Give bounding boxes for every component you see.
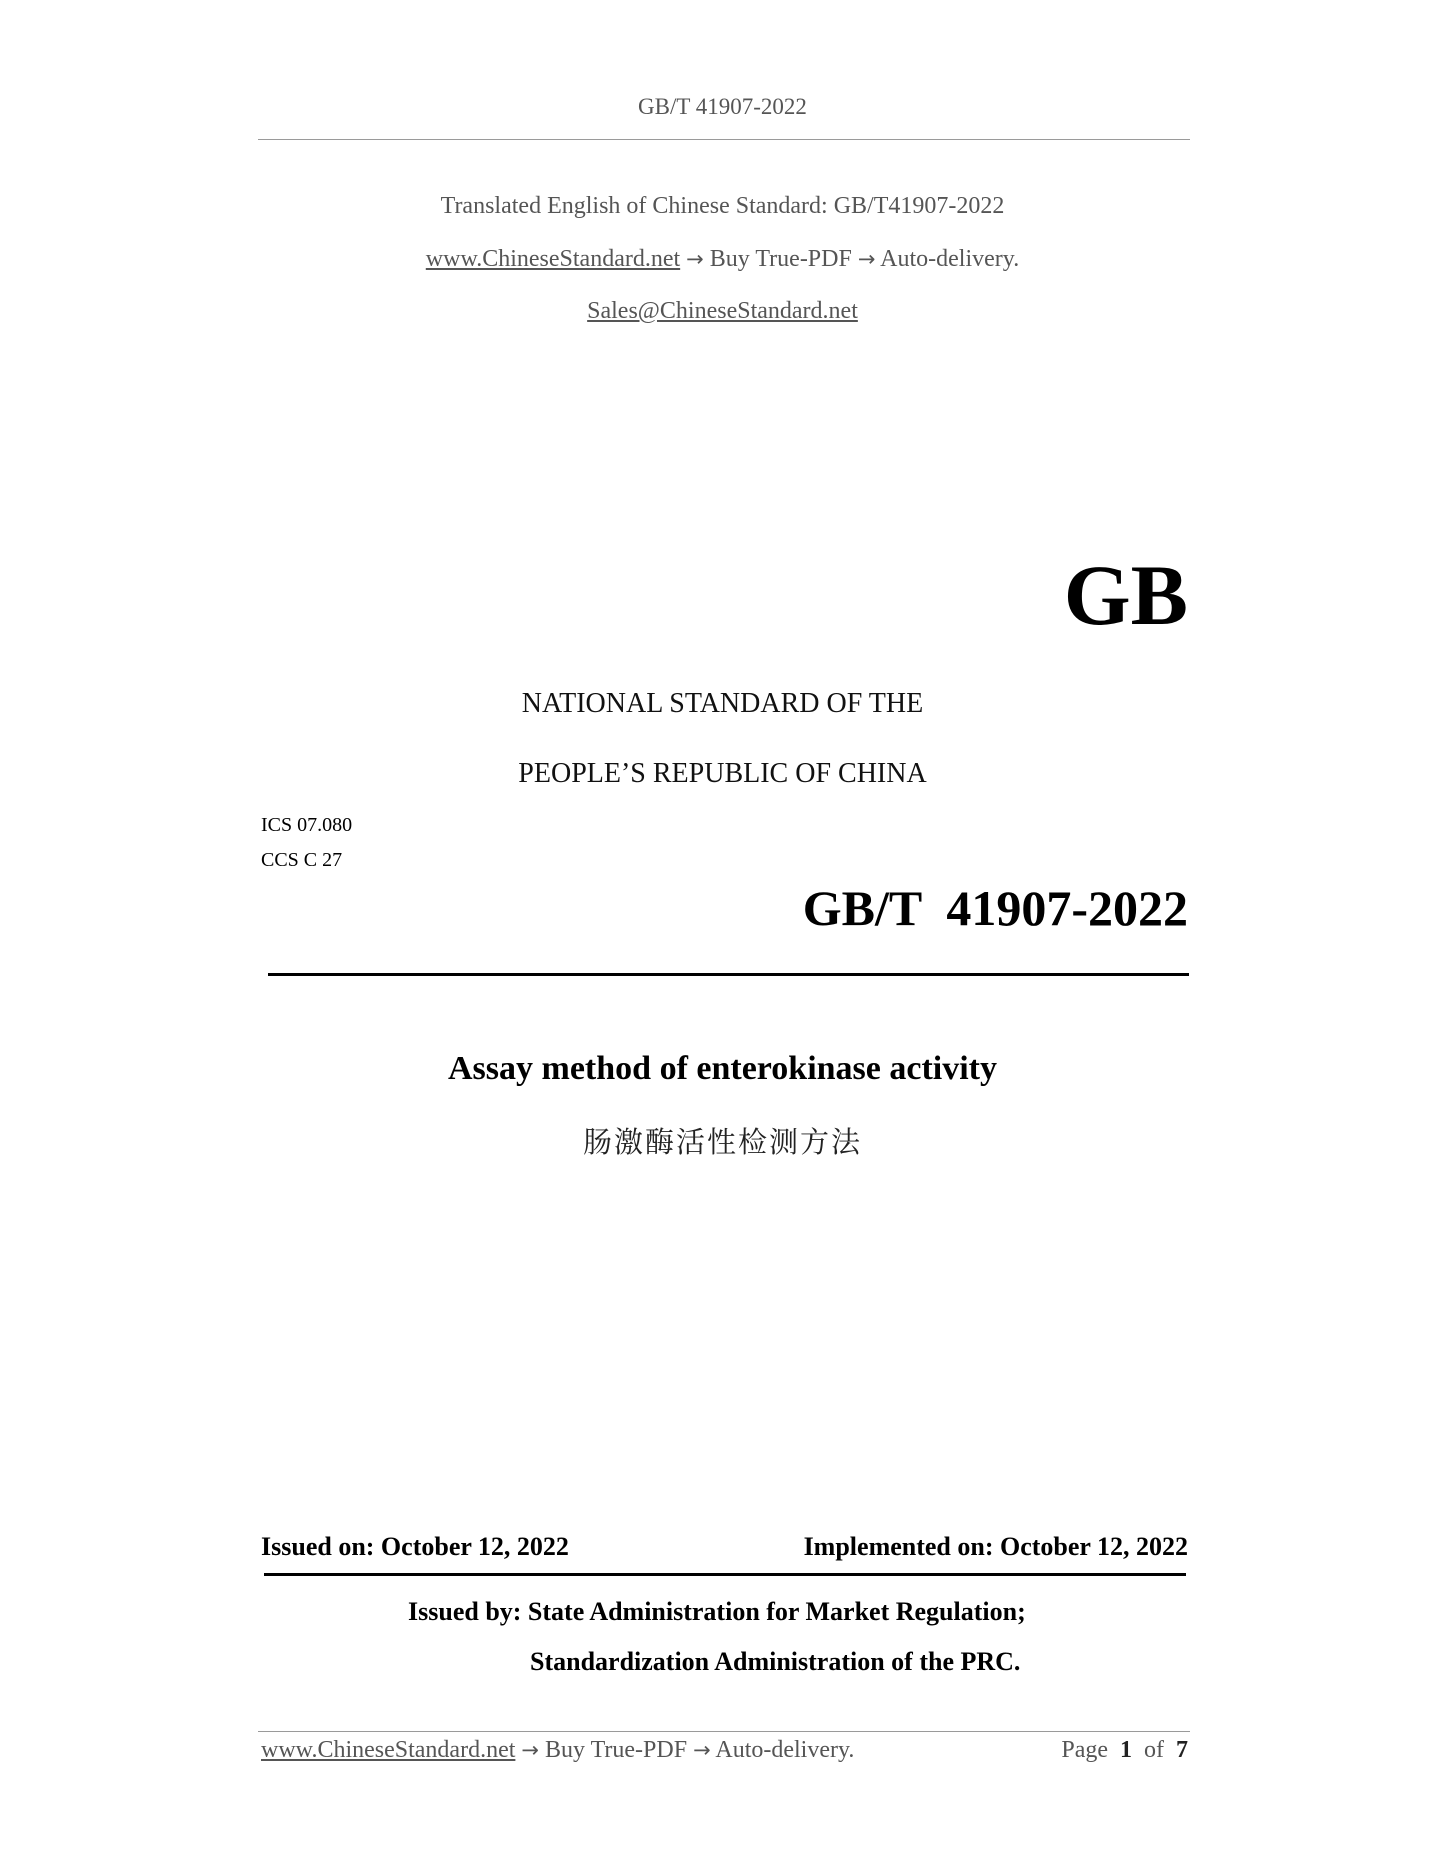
buy-text: Buy True-PDF	[709, 246, 852, 272]
title-english: Assay method of enterokinase activity	[448, 1050, 997, 1087]
dates-divider	[264, 1573, 1186, 1576]
issued-by-continued: Standardization Administration of the PRC.	[530, 1647, 1021, 1676]
site-link[interactable]: www.ChineseStandard.net	[425, 246, 681, 272]
arrow-right-icon: →	[857, 247, 876, 271]
ccs-code: CCS C 27	[261, 849, 343, 871]
issued-by: Issued by: State Administration for Market Regulation;	[408, 1597, 1026, 1626]
gb-mark: GB	[1063, 547, 1188, 643]
footer-divider	[258, 1731, 1190, 1732]
translation-notice: Translated English of Chinese Standard: GB/T41907-2022	[440, 193, 1005, 219]
arrow-right-icon: →	[521, 1738, 539, 1762]
running-header: GB/T 41907-2022	[638, 94, 807, 119]
national-standard-heading: NATIONAL STANDARD OF THE	[521, 688, 924, 719]
ics-code: ICS 07.080	[261, 814, 353, 836]
title-chinese: 肠激酶活性检测方法	[582, 1127, 862, 1159]
footer-purchase-line	[261, 1737, 854, 1764]
republic-heading: PEOPLE’S REPUBLIC OF CHINA	[518, 758, 927, 789]
arrow-right-icon: →	[693, 1738, 711, 1762]
standard-number: GB/T 41907-2022	[802, 880, 1188, 936]
footer-buy-text: Buy True-PDF	[545, 1737, 688, 1763]
issued-on-date: Issued on: October 12, 2022	[261, 1532, 569, 1561]
footer-site-link[interactable]: www.ChineseStandard.net	[261, 1737, 516, 1763]
page-label: Page	[1061, 1737, 1108, 1763]
email-link[interactable]: Sales@ChineseStandard.net	[587, 298, 858, 324]
implemented-on-date: Implemented on: October 12, 2022	[803, 1532, 1188, 1561]
purchase-line	[0, 246, 1445, 273]
header-divider	[258, 139, 1190, 140]
page-total: 7	[1176, 1737, 1188, 1763]
page-of: of	[1144, 1737, 1164, 1763]
title-divider	[268, 973, 1189, 976]
delivery-text: Auto-delivery.	[880, 246, 1020, 272]
email-line	[0, 298, 1445, 325]
footer-delivery-text: Auto-delivery.	[715, 1737, 855, 1763]
page-indicator	[1061, 1737, 1188, 1764]
page-current: 1	[1120, 1737, 1132, 1763]
arrow-right-icon: →	[686, 247, 704, 271]
